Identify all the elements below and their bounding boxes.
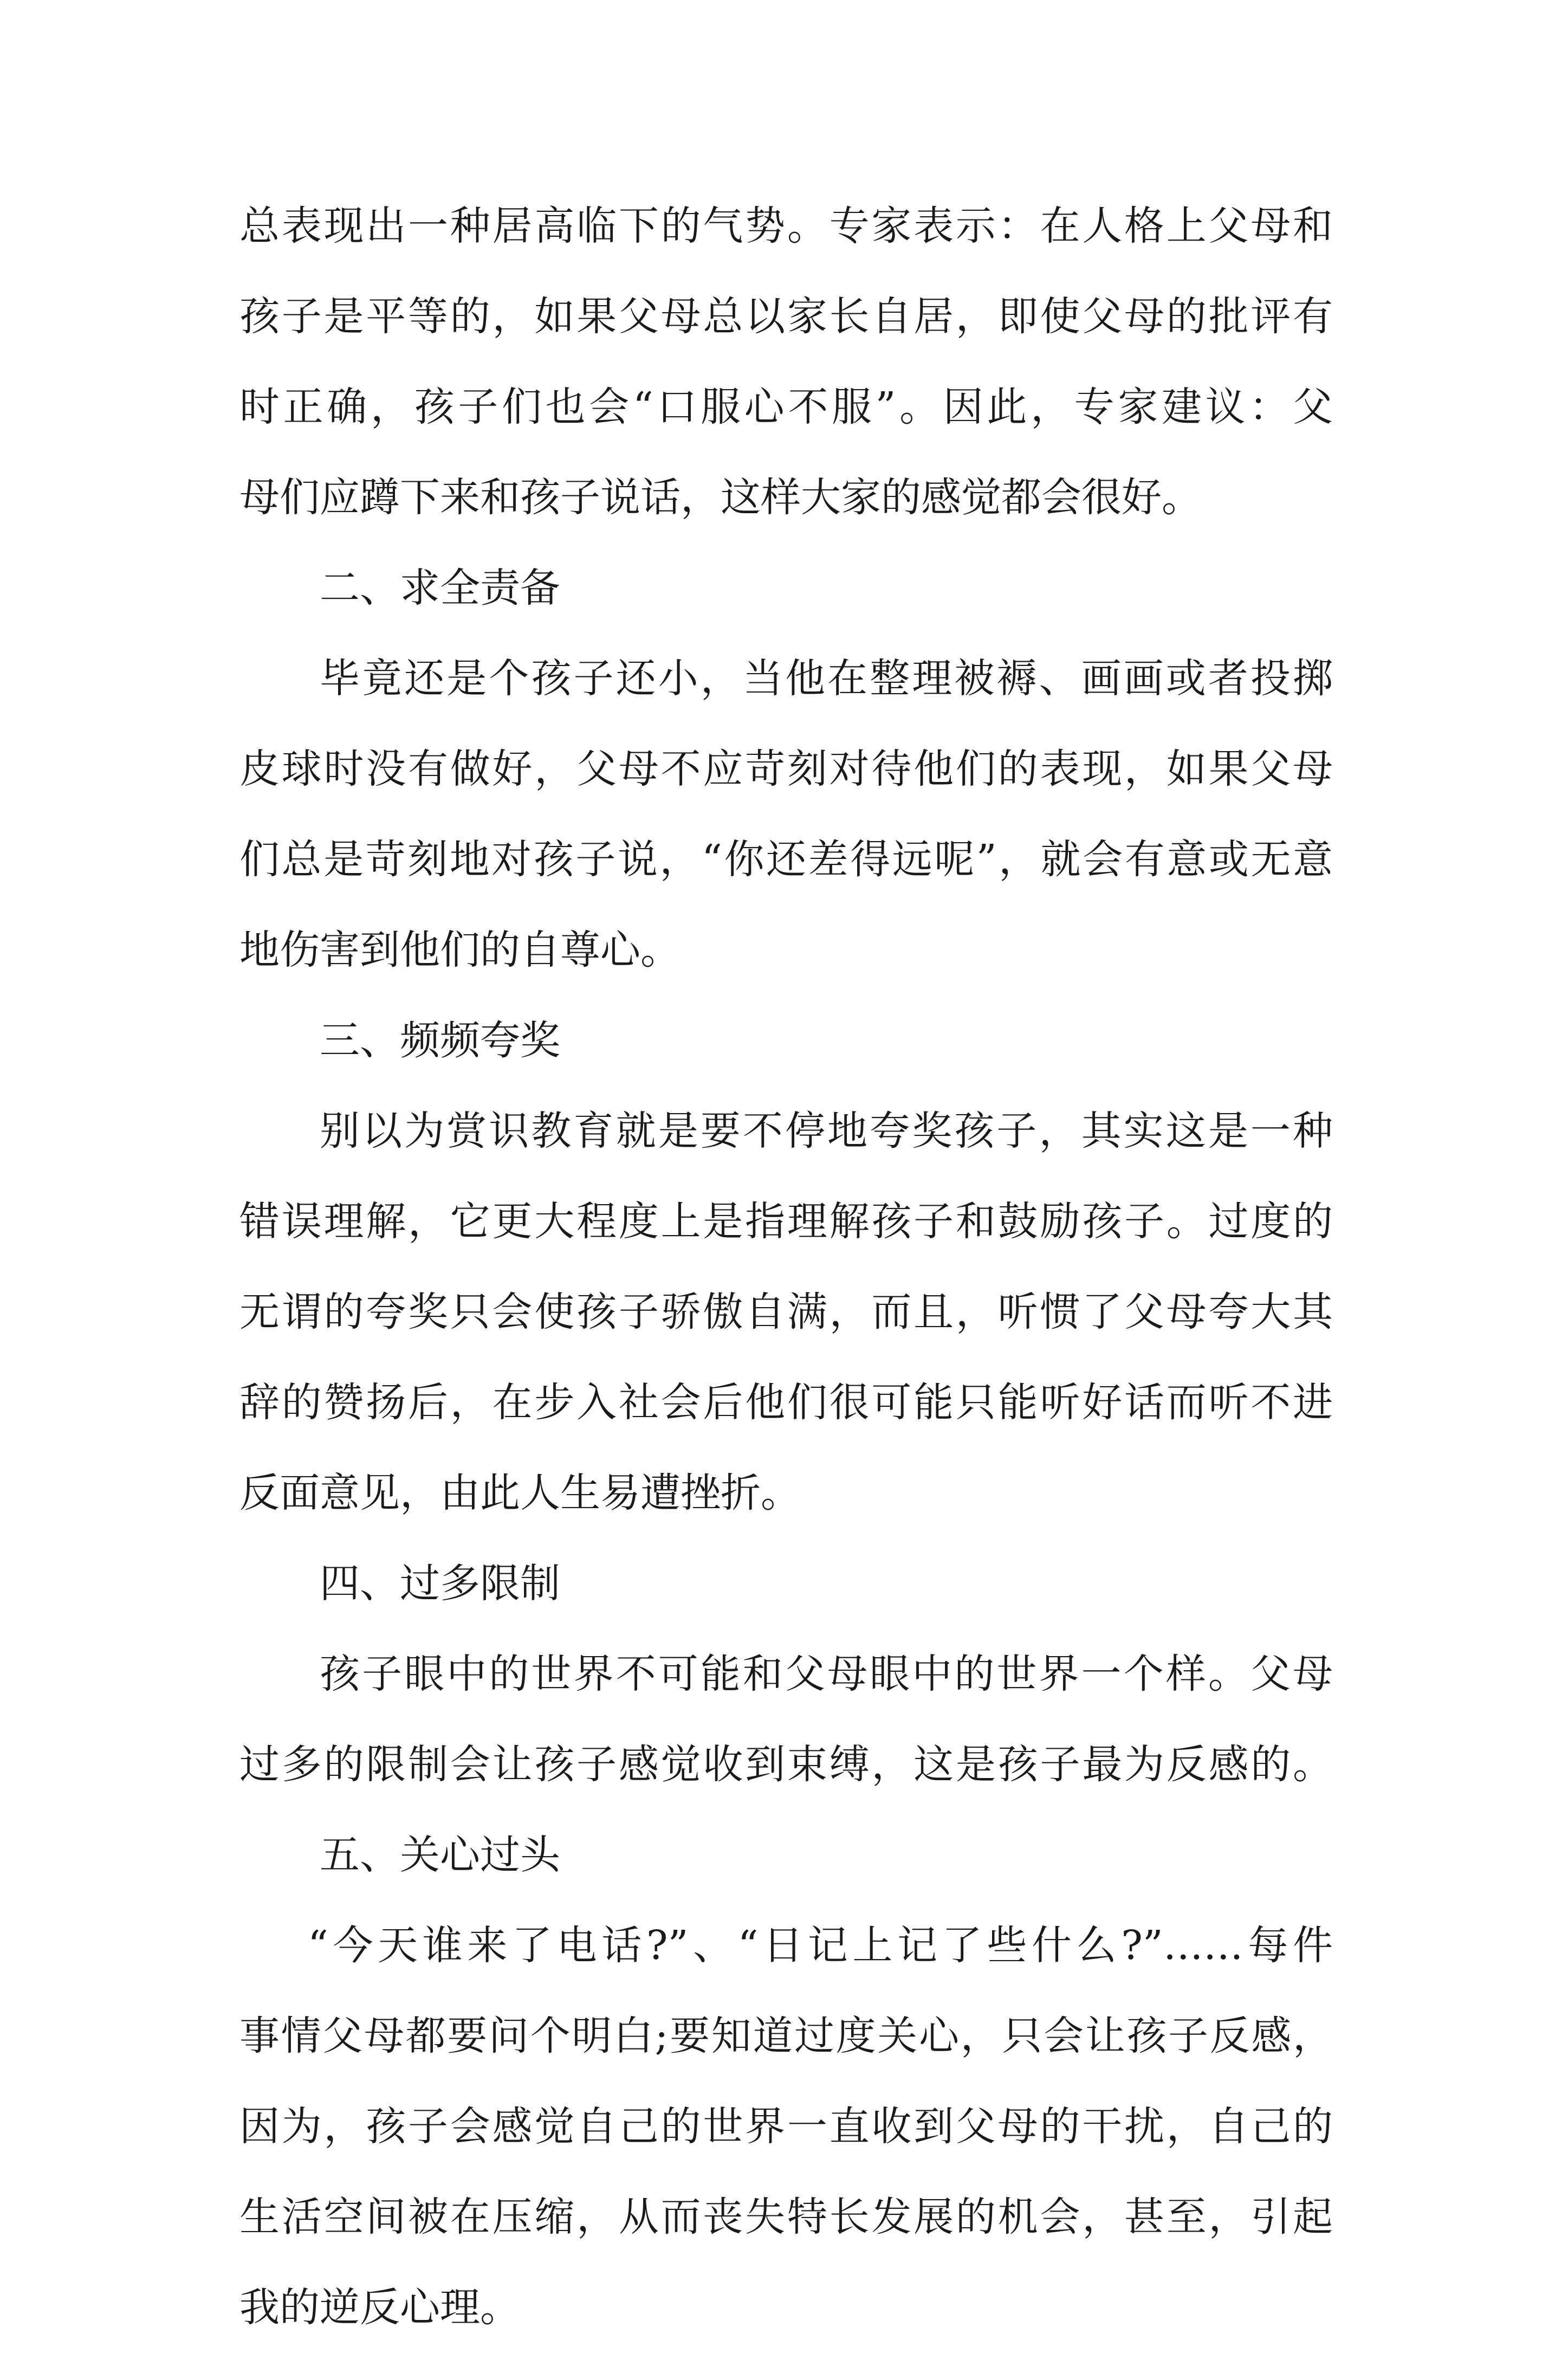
paragraph-3: [239, 1086, 1333, 1538]
paragraph-line: 时正确，孩子们也会“口服心不服”。因此，专家建议：父: [239, 384, 1333, 430]
section-heading-3: 三、频频夸奖: [320, 1017, 560, 1064]
paragraph-line: 过多的限制会让孩子感觉收到束缚，这是孩子最为反感的。: [239, 1741, 1333, 1788]
paragraph-line: 反面意见，由此人生易遭挫折。: [239, 1470, 801, 1516]
paragraph-line: 辞的赞扬后，在步入社会后他们很可能只能听好话而听不进: [239, 1379, 1333, 1426]
paragraph-line: 皮球时没有做好，父母不应苛刻对待他们的表现，如果父母: [239, 746, 1333, 792]
paragraph-line: 母们应蹲下来和孩子说话，这样大家的感觉都会很好。: [239, 474, 1202, 521]
paragraph-line: 孩子眼中的世界不可能和父母眼中的世界一个样。父母: [320, 1651, 1333, 1697]
paragraph-line: 因为，孩子会感觉自己的世界一直收到父母的干扰，自己的: [239, 2103, 1333, 2150]
paragraph-4: [239, 1629, 1333, 1810]
document-body: [239, 181, 1333, 2353]
section-heading-2: 二、求全责备: [320, 565, 560, 611]
paragraph-line: 我的逆反心理。: [239, 2284, 520, 2331]
paragraph-5: [239, 1900, 1333, 2353]
paragraph-line: 地伤害到他们的自尊心。: [239, 927, 681, 973]
paragraph-line: 总表现出一种居高临下的气势。专家表示：在人格上父母和: [239, 203, 1333, 249]
paragraph-line: 毕竟还是个孩子还小，当他在整理被褥、画画或者投掷: [320, 655, 1333, 702]
paragraph-line: “今天谁来了电话?”、“日记上记了些什么?”……每件: [308, 1922, 1333, 1969]
paragraph-line: 无谓的夸奖只会使孩子骄傲自满，而且，听惯了父母夸大其: [239, 1289, 1333, 1335]
paragraph-line: 们总是苛刻地对孩子说，“你还差得远呢”，就会有意或无意: [239, 836, 1333, 883]
paragraph-2: [239, 634, 1333, 996]
section-heading-5: 五、关心过头: [320, 1832, 560, 1878]
paragraph-line: 生活空间被在压缩，从而丧失特长发展的机会，甚至，引起: [239, 2194, 1333, 2240]
paragraph-line: 别以为赏识教育就是要不停地夸奖孩子，其实这是一种: [320, 1108, 1333, 1154]
paragraph-line: 孩子是平等的，如果父母总以家长自居，即使父母的批评有: [239, 293, 1333, 340]
paragraph-line: 事情父母都要问个明白;要知道过度关心，只会让孩子反感，: [239, 2013, 1333, 2059]
paragraph-1: [239, 181, 1333, 543]
paragraph-line: 错误理解，它更大程度上是指理解孩子和鼓励孩子。过度的: [239, 1198, 1333, 1245]
section-heading-4: 四、过多限制: [320, 1560, 560, 1607]
